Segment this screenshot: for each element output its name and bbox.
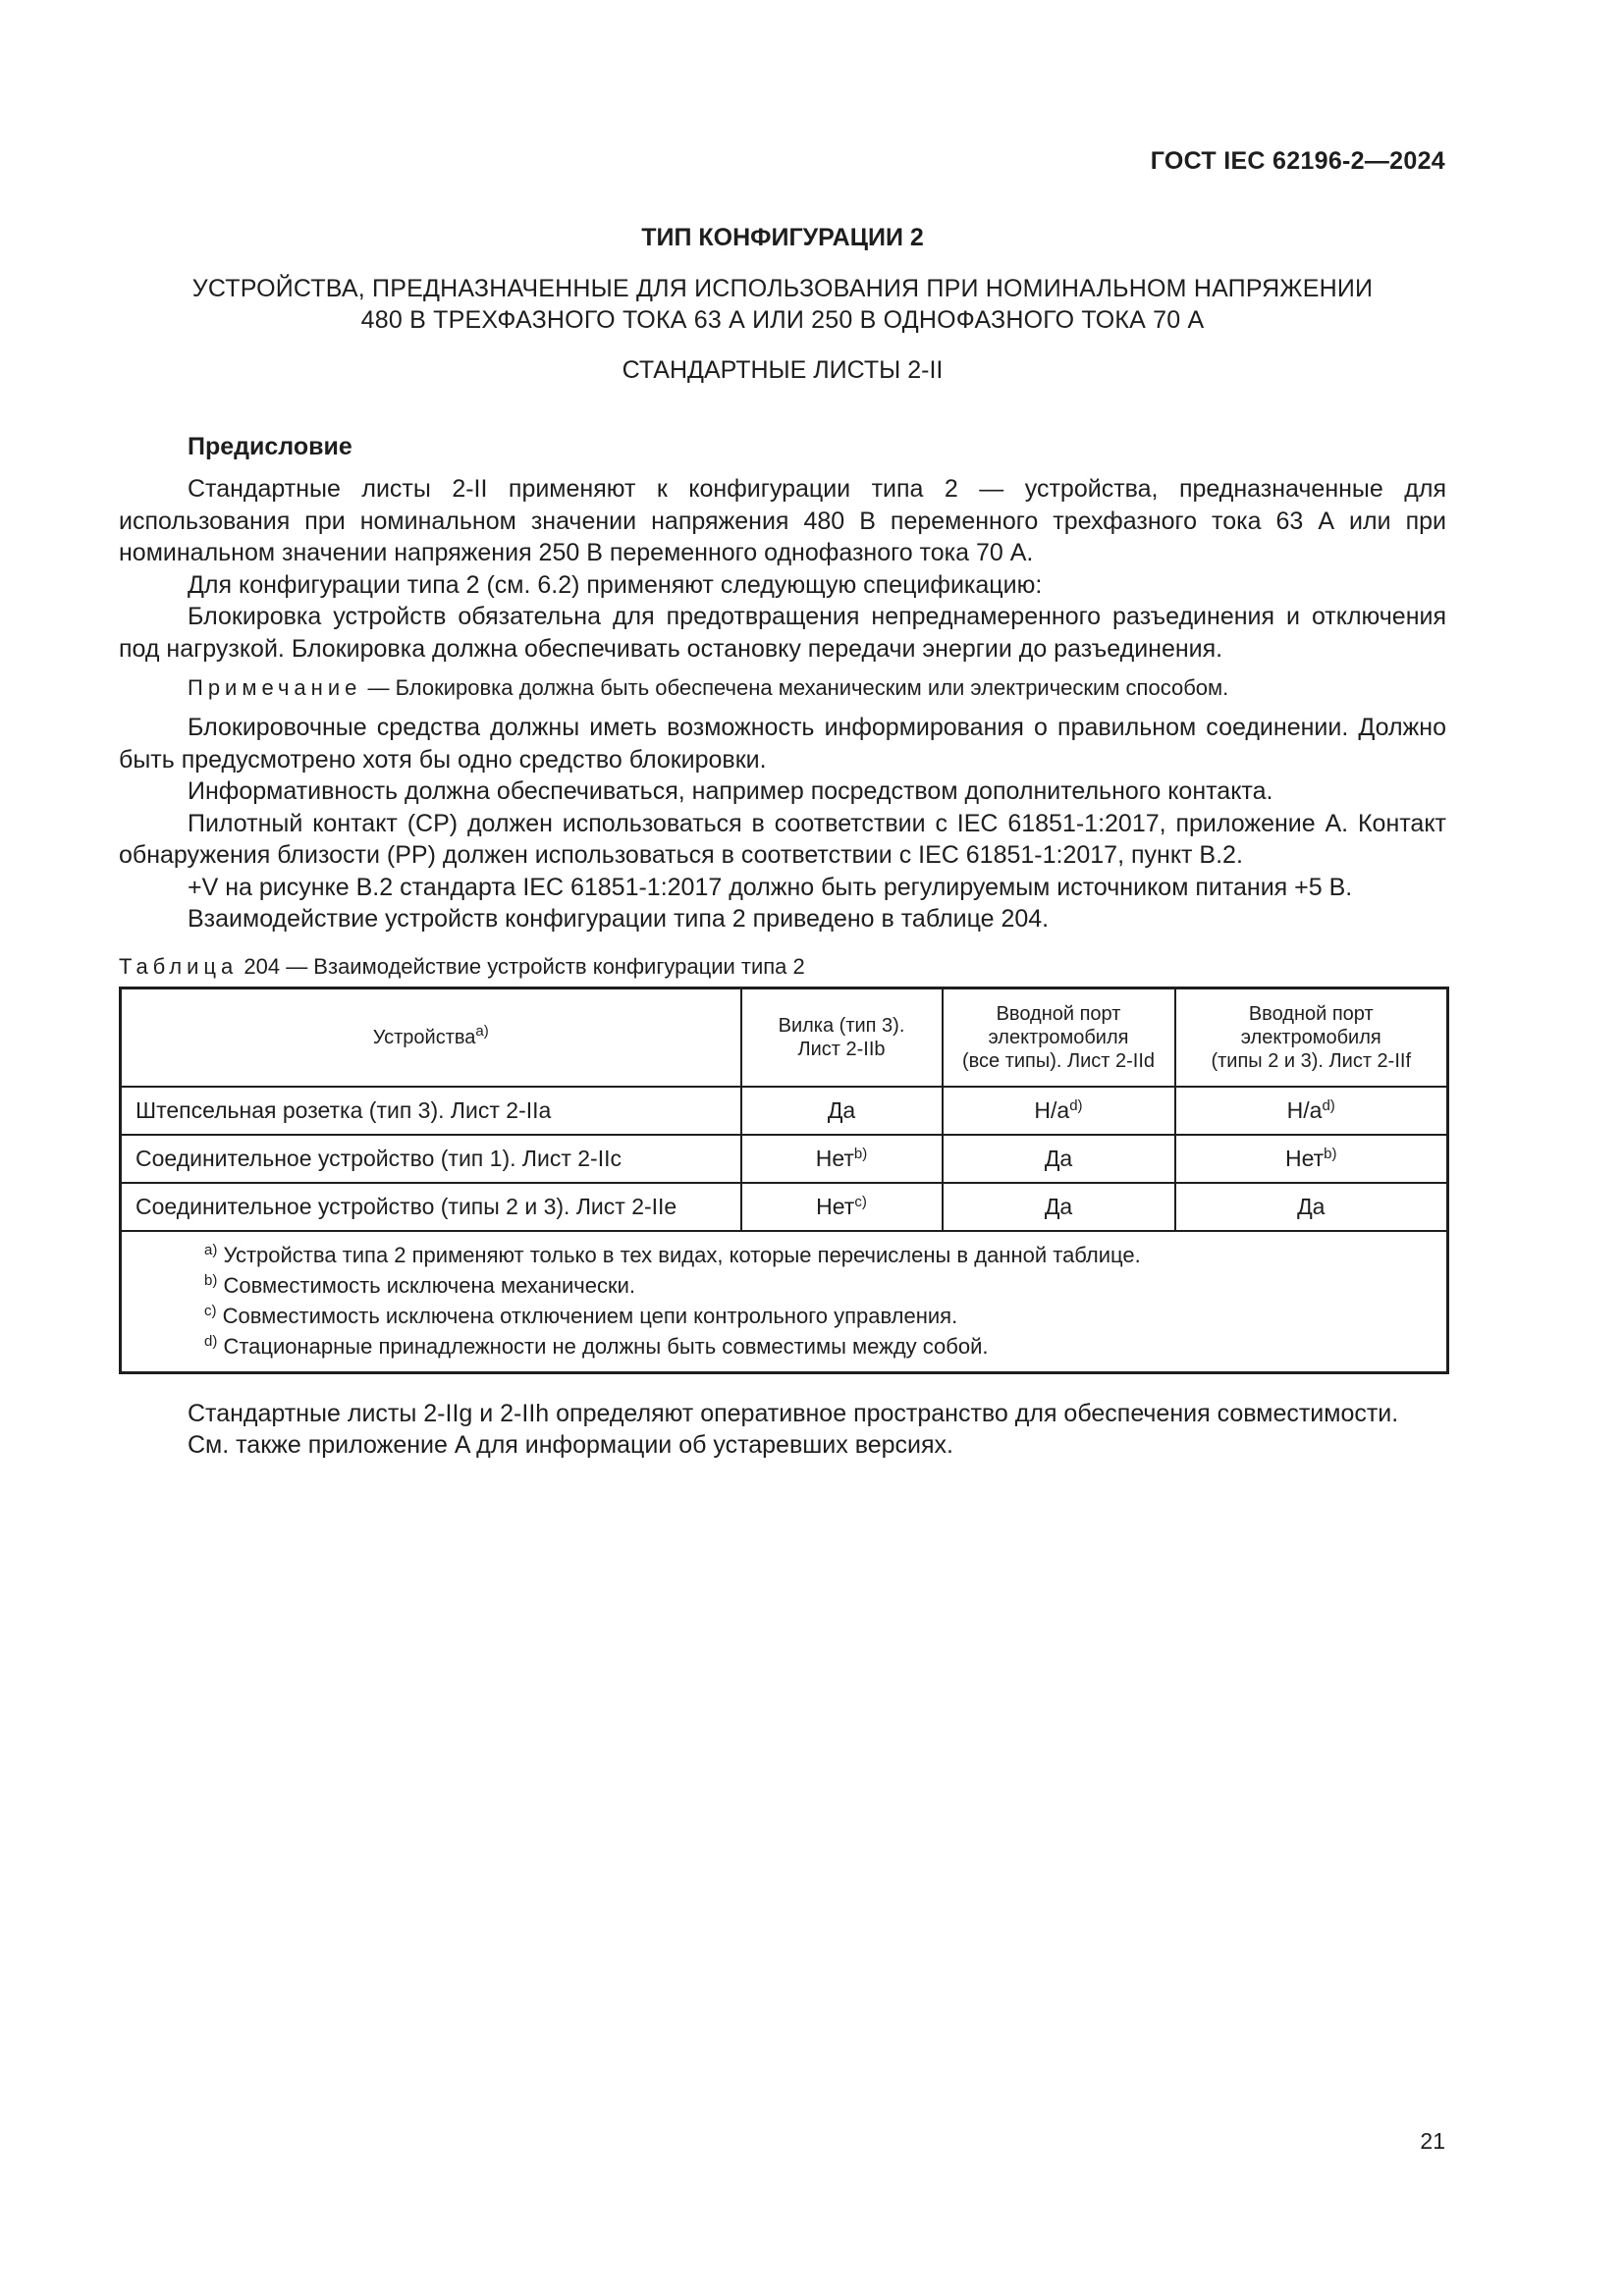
body-paragraph: Стандартные листы 2-II применяют к конфигурации типа 2 — устройства, предназначенные для использования при номинальном значении напряжения 480 В переменного трехфазного тока 63 А или при номинальном значении напряжения 250 В переменного однофазного тока 70 А. <box>119 475 1446 566</box>
table-caption-text: 204 — Взаимодействие устройств конфигурации типа 2 <box>238 953 805 979</box>
value-cell: Да <box>943 1183 1175 1231</box>
table-footnotes <box>121 1231 1448 1373</box>
note-text: — Блокировка должна быть обеспечена механическим или электрическим способом. <box>361 675 1229 700</box>
body-paragraph: Блокировочные средства должны иметь возможность информирования о правильном соединении. Должно быть предусмотрено хотя бы одно средство блокировки. <box>119 714 1446 774</box>
table-caption-label: Таблица <box>119 953 239 979</box>
section-heading: Предисловие <box>188 433 352 460</box>
body-paragraph: См. также приложение A для информации об устаревших версиях. <box>188 1431 953 1459</box>
body-paragraph: Взаимодействие устройств конфигурации типа 2 приведено в таблице 204. <box>188 905 1050 933</box>
header-plug: Вилка (тип 3). Лист 2-IIb <box>741 988 943 1087</box>
table-row <box>121 1087 1448 1135</box>
note <box>119 673 1446 703</box>
footnote: $^{d)}$ Стационарные принадлежности не должны быть совместимы между собой. <box>204 1332 989 1359</box>
standard-sheets-title: СТАНДАРТНЫЕ ЛИСТЫ 2-II <box>622 356 944 384</box>
configuration-title: ТИП КОНФИГУРАЦИИ 2 <box>641 224 924 251</box>
header-devices: Устройства$^{a)}$ <box>121 988 741 1087</box>
table-header-row <box>121 988 1448 1087</box>
compatibility-table <box>119 987 1449 1374</box>
value-cell: Да <box>943 1135 1175 1183</box>
body-paragraph: Блокировка устройств обязательна для предотвращения непреднамеренного разъединения и отключения под нагрузкой. Блокировка должна обеспечивать остановку передачи энергии до разъединения. <box>119 603 1446 663</box>
table-caption <box>119 954 1446 980</box>
device-cell: Соединительное устройство (тип 1). Лист 2-IIc <box>121 1135 741 1183</box>
body-paragraph: Информативность должна обеспечиваться, например посредством дополнительного контакта. <box>188 777 1273 805</box>
body-paragraph: +V на рисунке B.2 стандарта IEC 61851-1:2017 должно быть регулируемым источником питания +5 В. <box>188 873 1353 901</box>
page-number: 21 <box>1420 2128 1445 2154</box>
table-row <box>121 1183 1448 1231</box>
subtitle-line: 480 В ТРЕХФАЗНОГО ТОКА 63 А ИЛИ 250 В ОДНОФАЗНОГО ТОКА 70 А <box>360 306 1205 334</box>
header-inlet-all-types: Вводной порт электромобиля (все типы). Лист 2-IId <box>943 988 1175 1087</box>
value-cell: $Н/а^{d)}$ <box>1175 1087 1448 1135</box>
subtitle-line: УСТРОЙСТВА, ПРЕДНАЗНАЧЕННЫЕ ДЛЯ ИСПОЛЬЗОВАНИЯ ПРИ НОМИНАЛЬНОМ НАПРЯЖЕНИИ <box>191 275 1374 302</box>
footnote: $^{c)}$ Совместимость исключена отключением цепи контрольного управления. <box>204 1302 958 1328</box>
value-cell: Нет$^{b)}$ <box>1175 1135 1448 1183</box>
value-cell: Нет$^{b)}$ <box>741 1135 943 1183</box>
page-content <box>119 224 1446 1462</box>
header-inlet-types-2-3: Вводной порт электромобиля (типы 2 и 3). Лист 2-IIf <box>1175 988 1448 1087</box>
table-footnotes-row <box>121 1231 1448 1373</box>
device-cell: Штепсельная розетка (тип 3). Лист 2-IIa <box>121 1087 741 1135</box>
footnote: $^{a)}$ Устройства типа 2 применяют только в тех видах, которые перечислены в данной таблице. <box>204 1241 1141 1267</box>
note-label: Примечание <box>188 675 362 700</box>
document-code: ГОСТ IEC 62196-2—2024 <box>1150 147 1445 175</box>
value-cell: Да <box>1175 1183 1448 1231</box>
table-row <box>121 1135 1448 1183</box>
device-cell: Соединительное устройство (типы 2 и 3). Лист 2-IIe <box>121 1183 741 1231</box>
body-paragraph: Пилотный контакт (CP) должен использоваться в соответствии с IEC 61851-1:2017, приложение A. Контакт обнаружения близости (PP) должен использоваться в соответствии с IEC 61851-1:2017, пункт B.2. <box>119 809 1446 869</box>
value-cell: Нет$^{c)}$ <box>741 1183 943 1231</box>
configuration-subtitle <box>119 273 1446 336</box>
body-paragraph: Для конфигурации типа 2 (см. 6.2) применяют следующую спецификацию: <box>188 570 1043 599</box>
value-cell: Да <box>741 1087 943 1135</box>
body-paragraph: Стандартные листы 2-IIg и 2-IIh определяют оперативное пространство для обеспечения совместимости. <box>188 1399 1399 1427</box>
footnote: $^{b)}$ Совместимость исключена механически. <box>204 1271 635 1298</box>
value-cell: $Н/а^{d)}$ <box>943 1087 1175 1135</box>
